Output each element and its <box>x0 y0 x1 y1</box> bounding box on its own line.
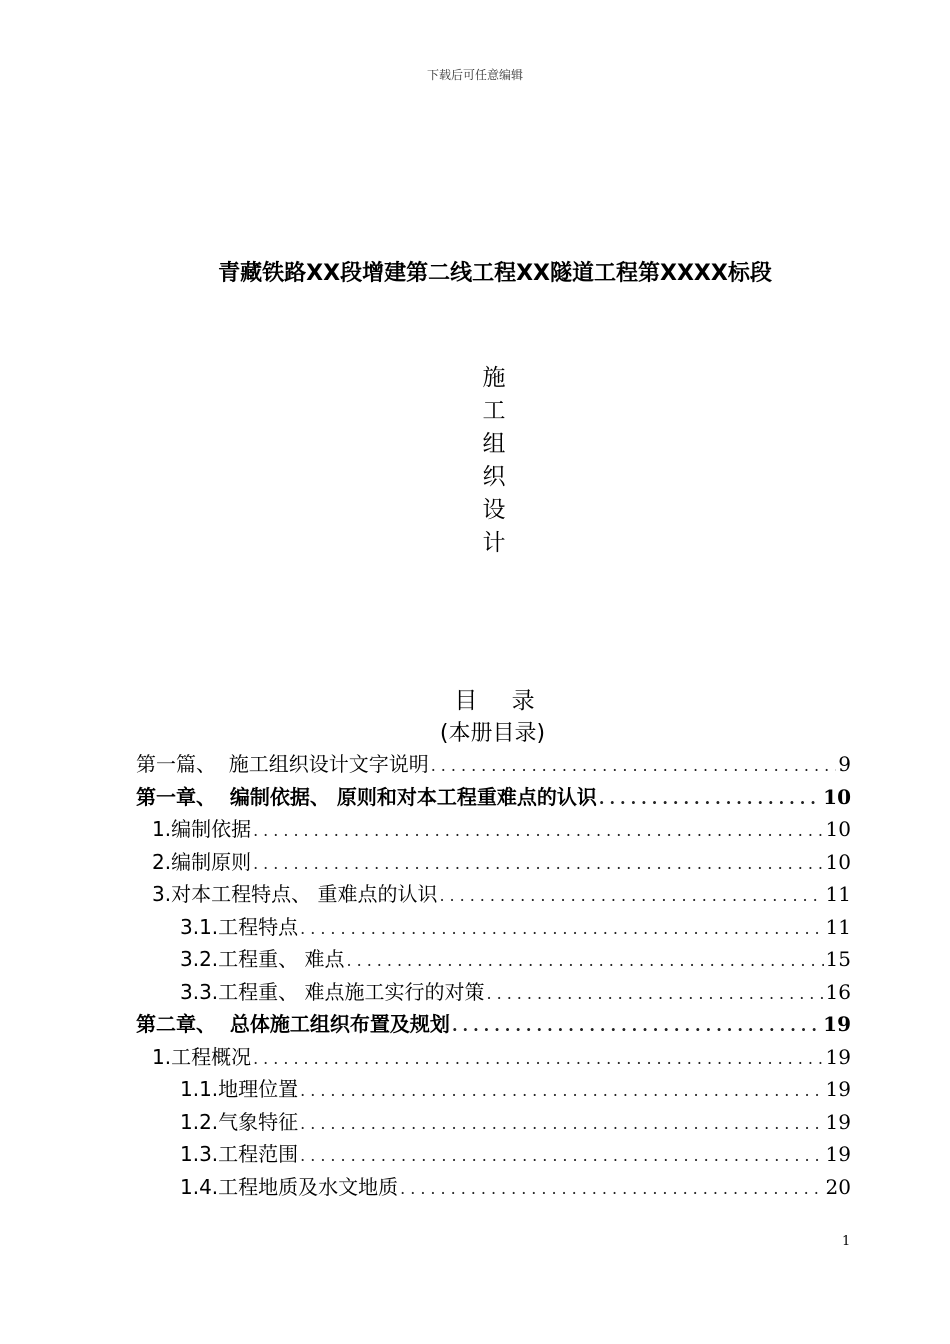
toc-entry-label: 第一篇、 施工组织设计文字说明 <box>136 752 429 776</box>
vertical-title-char: 组 <box>482 431 506 457</box>
toc-entry-label: 1.编制依据 <box>152 817 252 841</box>
vertical-title-char: 织 <box>482 464 506 490</box>
toc-leader-dots <box>599 783 821 816</box>
toc-entry[interactable] <box>136 1073 851 1106</box>
toc-entry-label: 3.1.工程特点 <box>180 914 299 939</box>
table-of-contents <box>136 748 851 1203</box>
toc-entry[interactable] <box>136 911 851 944</box>
toc-entry-page: 20 <box>825 1174 851 1199</box>
toc-entry-page: 10 <box>825 817 851 841</box>
toc-entry[interactable] <box>136 813 851 846</box>
toc-entry-label: 1.4.工程地质及水文地质 <box>180 1174 399 1199</box>
toc-entry-label: 2.编制原则 <box>152 849 252 874</box>
toc-entry-label: 3.2.工程重、 难点 <box>180 947 345 971</box>
toc-entry-page: 19 <box>823 1012 851 1036</box>
toc-leader-dots <box>347 945 824 978</box>
toc-leader-dots <box>400 1173 823 1206</box>
toc-entry-label: 1.3.工程范围 <box>180 1142 299 1166</box>
toc-entry[interactable] <box>136 943 851 976</box>
toc-entry-label: 3.对本工程特点、 重难点的认识 <box>152 882 438 906</box>
toc-entry-page: 19 <box>825 1077 851 1101</box>
toc-entry[interactable] <box>136 1106 851 1139</box>
toc-entry[interactable] <box>136 1138 851 1171</box>
toc-entry-label: 1.2.气象特征 <box>180 1109 299 1134</box>
toc-entry[interactable] <box>136 1041 851 1074</box>
toc-entry[interactable] <box>136 846 851 879</box>
toc-entry[interactable] <box>136 1008 851 1041</box>
toc-entry-page: 10 <box>825 849 851 874</box>
toc-entry-page: 19 <box>825 1109 851 1134</box>
toc-entry-page: 9 <box>838 752 851 776</box>
toc-leader-dots <box>452 1010 821 1043</box>
toc-leader-dots <box>253 815 823 848</box>
vertical-title-char: 计 <box>482 530 506 556</box>
toc-leader-dots <box>300 1140 823 1173</box>
toc-heading: 目 录 <box>454 688 536 714</box>
toc-entry-page: 11 <box>825 914 851 939</box>
vertical-title-char: 施 <box>482 365 506 391</box>
vertical-title <box>480 362 508 560</box>
header-note: 下载后可任意编辑 <box>426 68 523 82</box>
toc-entry[interactable] <box>136 748 851 781</box>
toc-entry-label: 1.1.地理位置 <box>180 1077 299 1101</box>
toc-entry[interactable] <box>136 976 851 1009</box>
toc-entry-page: 16 <box>825 979 851 1004</box>
toc-leader-dots <box>300 1108 823 1141</box>
toc-entry-page: 19 <box>825 1142 851 1166</box>
toc-leader-dots <box>439 880 823 913</box>
toc-leader-dots <box>253 1043 823 1076</box>
toc-entry-label: 第二章、 总体施工组织布置及规划 <box>136 1012 450 1036</box>
vertical-title-char: 设 <box>482 497 506 523</box>
toc-entry-page: 15 <box>825 947 851 971</box>
toc-leader-dots <box>300 913 823 946</box>
toc-leader-dots <box>300 1075 823 1108</box>
toc-leader-dots <box>253 848 823 881</box>
toc-entry-page: 10 <box>823 784 851 809</box>
toc-entry[interactable] <box>136 878 851 911</box>
toc-subheading: (本册目录) <box>439 721 546 746</box>
toc-leader-dots <box>487 978 824 1011</box>
toc-entry-label: 1.工程概况 <box>152 1044 252 1069</box>
toc-entry-label: 3.3.工程重、 难点施工实行的对策 <box>180 979 485 1004</box>
page-number: 1 <box>842 1234 851 1249</box>
vertical-title-char: 工 <box>482 398 506 424</box>
toc-entry[interactable] <box>136 781 851 814</box>
document-title: 青藏铁路XX段增建第二线工程XX隧道工程第XXXX标段 <box>218 261 772 286</box>
toc-entry-page: 19 <box>825 1044 851 1069</box>
toc-entry[interactable] <box>136 1171 851 1204</box>
toc-entry-label: 第一章、 编制依据、 原则和对本工程重难点的认识 <box>136 784 597 809</box>
toc-leader-dots <box>431 750 837 783</box>
toc-entry-page: 11 <box>825 882 851 906</box>
